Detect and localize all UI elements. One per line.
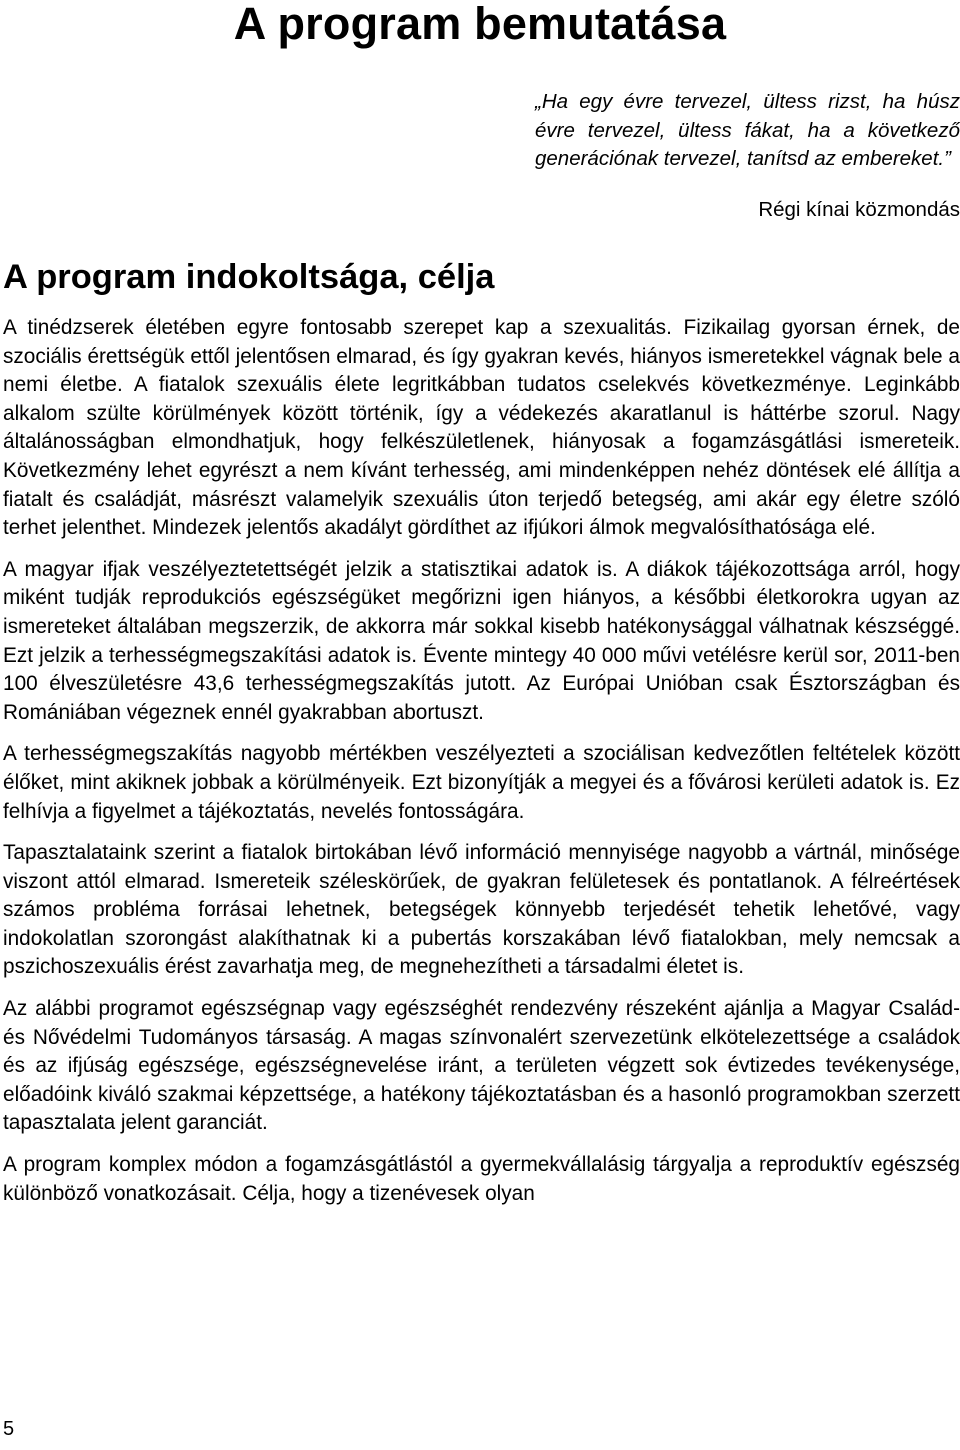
- paragraph: A magyar ifjak veszélyeztetettségét jelzik a statisztikai adatok is. A diákok tájékozottsága arról, hogy miként tudják reprodukciós egészségüket megőrizni igen hiányos, a későbbi életkorokra ugyan az ismereteket általában megszerzik, de akkorra már sokkal kisebb hatékonysággal válhatnak készséggé. Ezt jelzik a terhességmegszakítási adatok is. Évente mintegy 40 000 művi vetélésre kerül sor, 2011-ben 100 élveszületésre 43,6 terhességmegszakítás jutott. Az Európai Unióban csak Észtországban és Romániában végeznek ennél gyakrabban abortuszt.: [3, 557, 960, 724]
- paragraph: Az alábbi programot egészségnap vagy egészséghét rendezvény részeként ajánlja a Magyar Család- és Nővédelmi Tudományos társaság. A magas színvonalért szervezetünk elkötelezettsége a családok és az ifjúság egészsége, egészségnevelése iránt, a területen végzett sok évtizedes tevékenysége, előadóink kiváló szakmai képzettsége, a hatékony tájékoztatásban és a hasonló programokban szerzett tapasztalata jelent garanciát.: [3, 997, 960, 1135]
- paragraph: Tapasztalataink szerint a fiatalok birtokában lévő információ mennyisége nagyobb a vártnál, minősége viszont attól elmarad. Ismereteik széleskörűek, de gyakran felületesek és pontatlanok. A félreértések számos probléma forrásai lehetnek, betegségek könnyebb terjedését tehetik lehetővé, vagy indokolatlan szorongást alakíthatnak ki a pubertás korszakában lévő fiatalokban, mely nemcsak a pszichoszexuális érést zavarhatja meg, de megnehezítheti a társadalmi életet is.: [3, 841, 960, 979]
- body-text: [3, 314, 960, 1221]
- epigraph-quote: „Ha egy évre tervezel, ültess rizst, ha húsz évre tervezel, ültess fákat, ha a következő generációnak tervezel, tanítsd az embereket.”: [535, 90, 960, 170]
- paragraph: A program komplex módon a fogamzásgátlástól a gyermekvállalásig tárgyalja a reproduktív egészség különböző vonatkozásait. Célja, hogy a tizenévesek olyan: [3, 1153, 960, 1205]
- paragraph: A terhességmegszakítás nagyobb mértékben veszélyezteti a szociálisan kedvezőtlen feltételek között élőket, mint akiknek jobbak a körülményeik. Ezt bizonyítják a megyei és a fővárosi kerületi adatok is. Ez felhívja a figyelmet a tájékoztatás, nevelés fontosságára.: [3, 742, 960, 823]
- page-number: 5: [3, 1418, 15, 1440]
- section-heading: A program indokoltsága, célja: [3, 258, 495, 296]
- epigraph-source: Régi kínai közmondás: [758, 198, 960, 221]
- page-title: A program bemutatása: [233, 0, 727, 49]
- paragraph: A tinédzserek életében egyre fontosabb szerepet kap a szexualitás. Fizikailag gyorsan érnek, de szociális érettségük ettől jelentősen elmarad, és így gyakran kevés, hiányos ismeretekkel vágnak bele a nemi életbe. A fiatalok szexuális élete legritkábban tudatos cselekvés következménye. Leginkább alkalom szülte körülmények között történik, így a védekezés akaratlanul is háttérbe szorul. Nagy általánosságban elmondhatjuk, hogy felkészületlenek, hiányosak a fogamzásgátlási ismereteik. Következmény lehet egyrészt a nem kívánt terhesség, ami mindenképpen nehéz döntések elé állítja a fiatalt és családját, másrészt valamelyik szexuális úton terjedő betegség, ami akár egy életre szóló terhet jelenthet. Mindezek jelentős akadályt gördíthet az ifjúkori álmok megvalósíthatósága elé.: [3, 316, 960, 540]
